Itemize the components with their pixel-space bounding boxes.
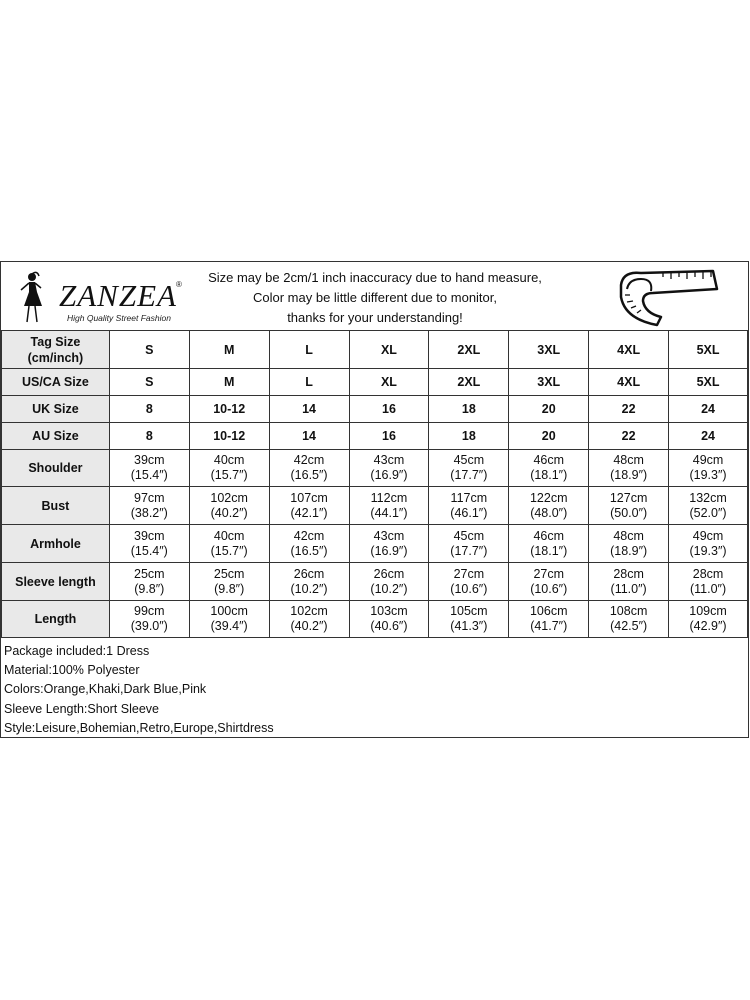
inch-value: (42.1″) <box>290 505 328 520</box>
cm-value: 26cm <box>293 566 325 581</box>
size-cell: 2XL <box>429 331 509 369</box>
inch-value: (48.0″) <box>530 505 568 520</box>
inch-value: (41.7″) <box>530 619 568 633</box>
cm-value: 43cm <box>373 453 405 467</box>
row-label: AU Size <box>2 423 110 450</box>
row-label-line: Tag Size <box>30 334 81 349</box>
row-label: US/CA Size <box>2 369 110 396</box>
cm-value: 45cm <box>453 453 485 467</box>
size-cell: M <box>189 369 269 396</box>
cm-value: 27cm <box>453 566 485 581</box>
cm-value: 127cm <box>609 490 648 505</box>
size-cell: 18 <box>429 396 509 423</box>
measurement-cell <box>589 450 669 487</box>
measurement-cell <box>109 450 189 487</box>
measurement-cell <box>189 563 269 601</box>
measurement-cell <box>189 487 269 525</box>
measurement-cell <box>589 525 669 563</box>
size-cell: 20 <box>509 423 589 450</box>
row-label: Bust <box>2 487 110 525</box>
cm-value: 48cm <box>613 528 644 543</box>
measurement-cell <box>429 601 509 638</box>
inch-value: (42.5″) <box>610 619 648 633</box>
measurement-cell <box>509 563 589 601</box>
inch-value: (16.5″) <box>290 543 328 558</box>
inch-value: (39.0″) <box>130 619 168 633</box>
inch-value: (18.1″) <box>530 468 568 482</box>
cm-value: 106cm <box>529 604 568 618</box>
measurement-cell <box>589 601 669 638</box>
cm-value: 40cm <box>213 453 245 467</box>
measurement-cell <box>429 563 509 601</box>
cm-value: 107cm <box>290 490 328 505</box>
inch-value: (9.8″) <box>214 581 245 596</box>
inch-value: (46.1″) <box>450 505 488 520</box>
inch-value: (40.2″) <box>210 505 248 520</box>
inch-value: (10.6″) <box>530 581 568 596</box>
size-cell: 5XL <box>669 369 748 396</box>
inch-value: (39.4″) <box>210 619 248 633</box>
cm-value: 102cm <box>210 490 248 505</box>
measurement-cell <box>509 601 589 638</box>
cm-value: 42cm <box>293 453 325 467</box>
cm-value: 40cm <box>213 528 245 543</box>
row-label: UK Size <box>2 396 110 423</box>
size-cell: S <box>109 369 189 396</box>
cm-value: 112cm <box>370 490 408 505</box>
cm-value: 49cm <box>692 453 724 467</box>
inch-value: (11.0″) <box>689 581 727 596</box>
inch-value: (41.3″) <box>450 619 488 633</box>
size-table <box>1 330 748 638</box>
brand-name: ZANZEA <box>59 278 177 313</box>
cm-value: 27cm <box>533 566 565 581</box>
size-cell: 10-12 <box>189 396 269 423</box>
inch-value: (18.9″) <box>610 543 648 558</box>
cm-value: 103cm <box>370 604 408 618</box>
cm-value: 45cm <box>453 528 485 543</box>
cm-value: 122cm <box>529 490 568 505</box>
cm-value: 46cm <box>533 528 565 543</box>
cm-value: 39cm <box>134 528 165 543</box>
measurement-cell <box>269 563 349 601</box>
measurement-cell <box>589 563 669 601</box>
inch-value: (18.9″) <box>610 468 648 482</box>
chart-header <box>1 262 748 331</box>
inch-value: (15.4″) <box>130 468 168 482</box>
measurement-cell <box>429 450 509 487</box>
size-cell: 2XL <box>429 369 509 396</box>
measuring-tape-icon <box>613 265 723 327</box>
measurement-row <box>2 525 748 563</box>
size-cell: L <box>269 369 349 396</box>
row-label: Shoulder <box>2 450 110 487</box>
size-cell: 24 <box>669 396 748 423</box>
size-cell: 4XL <box>589 331 669 369</box>
cm-value: 39cm <box>134 453 165 467</box>
cm-value: 132cm <box>689 490 727 505</box>
inch-value: (44.1″) <box>370 505 408 520</box>
inch-value: (10.2″) <box>290 581 328 596</box>
cm-value: 42cm <box>293 528 325 543</box>
cm-value: 49cm <box>692 528 724 543</box>
measurement-cell <box>349 450 429 487</box>
notice-line: Size may be 2cm/1 inch inaccuracy due to hand measure, <box>208 270 542 285</box>
measurement-cell <box>269 525 349 563</box>
size-cell: 5XL <box>669 331 748 369</box>
measurement-cell <box>269 450 349 487</box>
cm-value: 48cm <box>613 453 644 467</box>
measurement-row <box>2 563 748 601</box>
inch-value: (38.2″) <box>130 505 168 520</box>
cm-value: 109cm <box>689 604 727 618</box>
inch-value: (52.0″) <box>689 505 727 520</box>
size-row <box>2 423 748 450</box>
size-cell: XL <box>349 369 429 396</box>
cm-value: 25cm <box>213 566 245 581</box>
size-cell: XL <box>349 331 429 369</box>
measurement-row <box>2 450 748 487</box>
notice-line: thanks for your understanding! <box>287 310 463 325</box>
cm-value: 28cm <box>692 566 724 581</box>
measurement-cell <box>189 525 269 563</box>
measurement-cell <box>269 487 349 525</box>
woman-silhouette-icon <box>15 268 45 326</box>
cm-value: 99cm <box>134 604 165 618</box>
cm-value: 43cm <box>373 528 405 543</box>
inch-value: (16.9″) <box>370 468 408 482</box>
cm-value: 117cm <box>450 490 488 505</box>
size-cell: M <box>189 331 269 369</box>
measurement-cell <box>349 563 429 601</box>
cm-value: 102cm <box>290 604 328 618</box>
size-cell: 20 <box>509 396 589 423</box>
cm-value: 25cm <box>134 566 165 581</box>
cm-value: 28cm <box>613 566 644 581</box>
size-cell: 14 <box>269 423 349 450</box>
size-cell: 4XL <box>589 369 669 396</box>
info-line: Colors:Orange,Khaki,Dark Blue,Pink <box>4 682 207 697</box>
cm-value: 46cm <box>533 453 565 467</box>
size-cell: 14 <box>269 396 349 423</box>
size-cell: 3XL <box>509 331 589 369</box>
measurement-cell <box>429 525 509 563</box>
inch-value: (16.9″) <box>370 543 408 558</box>
size-cell: 22 <box>589 396 669 423</box>
inch-value: (17.7″) <box>450 468 488 482</box>
inch-value: (10.2″) <box>370 581 408 596</box>
measurement-cell <box>669 487 748 525</box>
row-label-line: (cm/inch) <box>27 350 84 365</box>
cm-value: 97cm <box>134 490 165 505</box>
measurement-cell <box>669 601 748 638</box>
inch-value: (19.3″) <box>689 543 727 558</box>
measurement-row <box>2 601 748 638</box>
measurement-cell <box>589 487 669 525</box>
measurement-cell <box>109 525 189 563</box>
cm-value: 100cm <box>210 604 248 618</box>
inch-value: (19.3″) <box>689 468 727 482</box>
notice-line: Color may be little different due to monitor, <box>253 290 497 305</box>
size-cell: 3XL <box>509 369 589 396</box>
row-label: Length <box>2 601 110 638</box>
cm-value: 108cm <box>609 604 648 618</box>
size-chart <box>0 261 749 738</box>
measurement-notice <box>189 268 561 328</box>
measurement-cell <box>669 450 748 487</box>
inch-value: (40.2″) <box>290 619 328 633</box>
measurement-cell <box>109 563 189 601</box>
inch-value: (50.0″) <box>610 505 648 520</box>
inch-value: (17.7″) <box>450 543 488 558</box>
info-line: Style:Leisure,Bohemian,Retro,Europe,Shirtdress <box>4 720 274 735</box>
inch-value: (42.9″) <box>689 619 727 633</box>
info-line: Sleeve Length:Short Sleeve <box>4 701 159 716</box>
size-cell: L <box>269 331 349 369</box>
size-cell: 24 <box>669 423 748 450</box>
size-cell: 8 <box>109 396 189 423</box>
inch-value: (15.7″) <box>210 543 248 558</box>
inch-value: (10.6″) <box>450 581 488 596</box>
row-label: Armhole <box>2 525 110 563</box>
measurement-cell <box>669 525 748 563</box>
size-cell: 16 <box>349 423 429 450</box>
brand-logo <box>15 268 190 326</box>
inch-value: (9.8″) <box>134 581 165 596</box>
inch-value: (18.1″) <box>530 543 568 558</box>
inch-value: (11.0″) <box>610 581 647 596</box>
measurement-cell <box>109 487 189 525</box>
inch-value: (15.4″) <box>130 543 168 558</box>
size-row <box>2 331 748 369</box>
size-cell: 10-12 <box>189 423 269 450</box>
measurement-cell <box>349 525 429 563</box>
inch-value: (15.7″) <box>210 468 248 482</box>
measurement-cell <box>349 601 429 638</box>
measurement-cell <box>509 525 589 563</box>
row-label: Sleeve length <box>2 563 110 601</box>
info-line: Package included:1 Dress <box>4 644 150 658</box>
measurement-cell <box>109 601 189 638</box>
brand-tagline: High Quality Street Fashion <box>67 313 171 323</box>
product-info <box>4 642 274 738</box>
row-label <box>2 331 110 369</box>
measurement-cell <box>269 601 349 638</box>
measurement-cell <box>669 563 748 601</box>
size-cell: 22 <box>589 423 669 450</box>
size-row <box>2 369 748 396</box>
cm-value: 105cm <box>450 604 488 618</box>
measurement-cell <box>509 450 589 487</box>
measurement-cell <box>189 601 269 638</box>
size-cell: 18 <box>429 423 509 450</box>
registered-mark: ® <box>176 280 182 289</box>
info-line: Material:100% Polyester <box>4 663 140 678</box>
size-cell: 16 <box>349 396 429 423</box>
measurement-cell <box>349 487 429 525</box>
inch-value: (40.6″) <box>370 619 408 633</box>
measurement-cell <box>189 450 269 487</box>
inch-value: (16.5″) <box>290 468 328 482</box>
measurement-row <box>2 487 748 525</box>
cm-value: 26cm <box>373 566 405 581</box>
measurement-cell <box>509 487 589 525</box>
size-cell: S <box>109 331 189 369</box>
size-row <box>2 396 748 423</box>
measurement-cell <box>429 487 509 525</box>
size-cell: 8 <box>109 423 189 450</box>
